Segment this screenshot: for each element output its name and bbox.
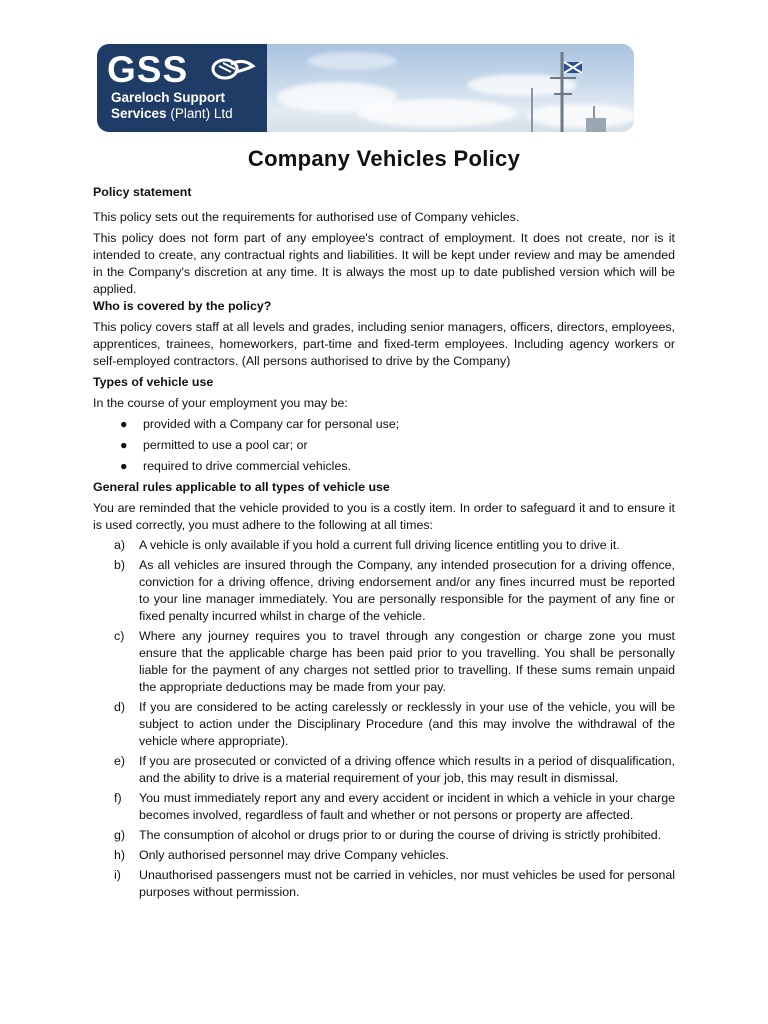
list-item: f) You must immediately report any and every accident or incident in which a vehicle in your charge becomes involved, regardless of fault and whether or not persons or property are affected. xyxy=(114,791,675,822)
list-item: ● required to drive commercial vehicles. xyxy=(120,459,351,473)
section-heading-general-rules: General rules applicable to all types of vehicle use xyxy=(93,480,390,494)
list-item: c) Where any journey requires you to travel through any congestion or charge zone you must ensure that the applicable charge has been paid prior to you travelling. You shall be personally liable for the payment of any charges not settled prior to travelling. If these sums remain unpaid the appropriate deductions may be made from your pay. xyxy=(114,629,675,694)
list-marker: c) xyxy=(114,629,125,643)
list-marker: d) xyxy=(114,700,126,714)
logo-letters: GSS xyxy=(107,49,189,90)
company-name-line2 xyxy=(111,106,233,122)
paragraph: This policy does not form part of any employee's contract of employment. It does not create, nor is it intended to create, any contractual rights and liabilities. It will be kept under review and may be amended in the Company's discretion at any time. It is always the most up to date published version which will be applied. xyxy=(93,231,675,296)
section-heading-who-covered: Who is covered by the policy? xyxy=(93,299,272,313)
paragraph: In the course of your employment you may be: xyxy=(93,396,348,410)
bullet-icon: ● xyxy=(120,417,128,431)
paragraph: This policy covers staff at all levels and grades, including senior managers, officers, directors, employees, apprentices, trainees, homeworkers, part-time and fixed-term employees. Including agency workers or self-employed contractors. (All persons authorised to drive by the Company) xyxy=(93,320,675,368)
list-item: e) If you are prosecuted or convicted of a driving offence which results in a period of disqualification, and the ability to drive is a material requirement of your job, this may result in dismissal. xyxy=(114,754,675,785)
page-title: Company Vehicles Policy xyxy=(247,146,521,171)
list-item: d) If you are considered to be acting carelessly or recklessly in your use of the vehicle, you will be subject to action under the Disciplinary Procedure (and this may involve the withdrawal of the vehicle where appropriate). xyxy=(114,700,675,748)
list-item: i) Unauthorised passengers must not be carried in vehicles, nor must vehicles be used for personal purposes without permission. xyxy=(114,868,675,899)
policy-body xyxy=(93,184,675,904)
list-marker: i) xyxy=(114,868,121,882)
list-marker: b) xyxy=(114,558,126,572)
list-item: ● permitted to use a pool car; or xyxy=(120,438,308,452)
list-marker: e) xyxy=(114,754,126,768)
list-item: a) A vehicle is only available if you hold a current full driving licence entitling you to drive it. xyxy=(114,538,620,552)
section-heading-types: Types of vehicle use xyxy=(93,375,214,389)
company-name-line1: Gareloch Support xyxy=(111,90,226,105)
rope-knot-icon xyxy=(209,54,257,84)
list-item: b) As all vehicles are insured through the Company, any intended prosecution for a driving offence, conviction for a driving offence, driving endorsement and/or any fines incurred must be reported to your line manager immediately. You are personally responsible for the payment of any fine or fixed penalty incurred whilst in charge of the vehicle. xyxy=(114,558,675,623)
section-heading-policy-statement: Policy statement xyxy=(93,185,192,199)
list-item: g) The consumption of alcohol or drugs prior to or during the course of driving is strictly prohibited. xyxy=(114,828,662,842)
vehicle-use-list xyxy=(93,416,675,475)
logo-panel xyxy=(97,44,267,132)
bullet-icon: ● xyxy=(120,438,128,452)
sky-photo xyxy=(267,44,634,132)
list-marker: a) xyxy=(114,538,126,552)
company-name-plant: (Plant) Ltd xyxy=(170,106,233,121)
list-marker: h) xyxy=(114,848,126,862)
list-item: ● provided with a Company car for personal use; xyxy=(120,417,400,431)
list-item: h) Only authorised personnel may drive Company vehicles. xyxy=(114,848,449,862)
paragraph: You are reminded that the vehicle provided to you is a costly item. In order to safeguard it and to ensure it is used correctly, you must adhere to the following at all times: xyxy=(93,501,675,532)
list-marker: f) xyxy=(114,791,122,805)
paragraph: This policy sets out the requirements for authorised use of Company vehicles. xyxy=(93,210,520,224)
company-banner xyxy=(97,44,634,132)
company-name-services: Services xyxy=(111,106,167,121)
bullet-icon: ● xyxy=(120,459,128,473)
list-marker: g) xyxy=(114,828,126,842)
rules-list xyxy=(93,537,675,901)
ship-mast-icon xyxy=(524,48,614,132)
